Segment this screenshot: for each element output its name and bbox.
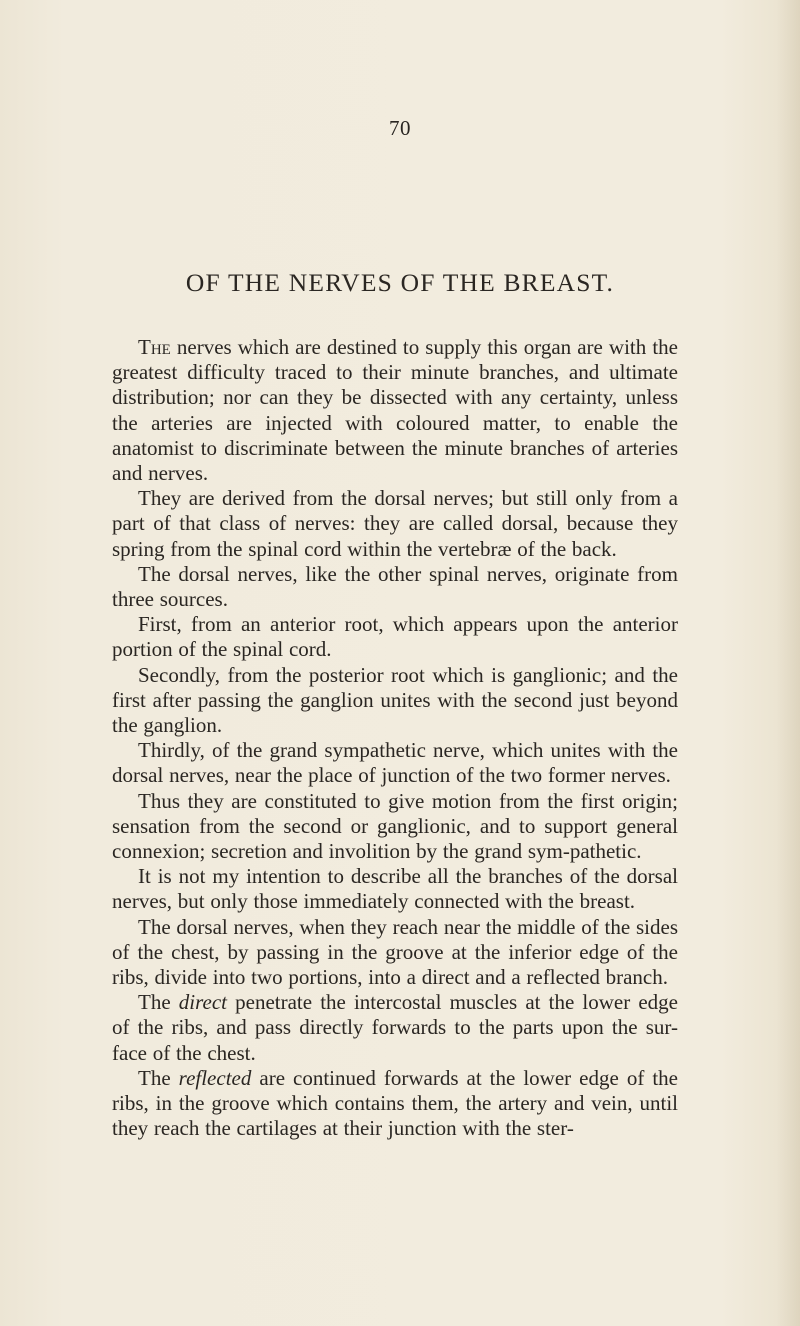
emphasis-reflected: reflected (178, 1065, 252, 1090)
paragraph-text: The (138, 1065, 179, 1090)
page-title: OF THE NERVES OF THE BREAST. (185, 268, 615, 297)
paragraph-10 (112, 990, 678, 1066)
paragraph-7: Thus they are constituted to give motion from the first origin; sensation from the second or ganglionic, and to support general connexion; secretion and involition by the grand sym-pathetic. (112, 788, 678, 864)
paragraph-text: The (138, 990, 179, 1015)
paragraph-text: are continued forwards at the lower edge of the ribs, in the groove which contains them, the artery and vein, until they reach the cartilages at their junction with the ster- (112, 1065, 678, 1141)
paragraph-8: It is not my intention to describe all the branches of the dorsal nerves, but only those immediately connected with the breast. (112, 864, 678, 914)
paragraph-text: nerves which are destined to supply this organ are with the greatest difficulty traced to their minute branches, and ultimate distribution; nor can they be dissected with any certainty, unless the arteries are injected with coloured matter, to enable the anatomist to discriminate between the minute branches of arteries and nerves. (112, 335, 678, 486)
paragraph-1 (112, 335, 678, 486)
body-text (112, 335, 678, 1142)
drop-lead-word: The (138, 335, 171, 359)
paragraph-9: The dorsal nerves, when they reach near the middle of the sides of the chest, by passing in the groove at the inferior edge of the ribs, divide into two portions, into a direct and a reflected branch. (112, 914, 678, 990)
page-edge-shadow (776, 0, 800, 1326)
paragraph-6: Thirdly, of the grand sympathetic nerve, which unites with the dorsal nerves, near the place of junction of the two former nerves. (112, 738, 678, 788)
emphasis-direct: direct (178, 990, 227, 1015)
paragraph-3: The dorsal nerves, like the other spinal nerves, originate from three sources. (112, 561, 678, 612)
paragraph-11 (112, 1066, 678, 1142)
paragraph-2: They are derived from the dorsal nerves; but still only from a part of that class of nerves: they are called dorsal, because they spring from the spinal cord within the vertebræ of the back. (112, 486, 678, 561)
paragraph-5: Secondly, from the posterior root which is ganglionic; and the first after passing the ganglion unites with the second just beyond the ganglion. (112, 662, 678, 738)
paragraph-4: First, from an anterior root, which appears upon the anterior portion of the spinal cord. (112, 612, 678, 662)
paragraph-text: penetrate the intercostal muscles at the lower edge of the ribs, and pass directly forwards to the parts upon the sur-face of the chest. (112, 990, 678, 1065)
page-number: 70 (389, 116, 411, 140)
